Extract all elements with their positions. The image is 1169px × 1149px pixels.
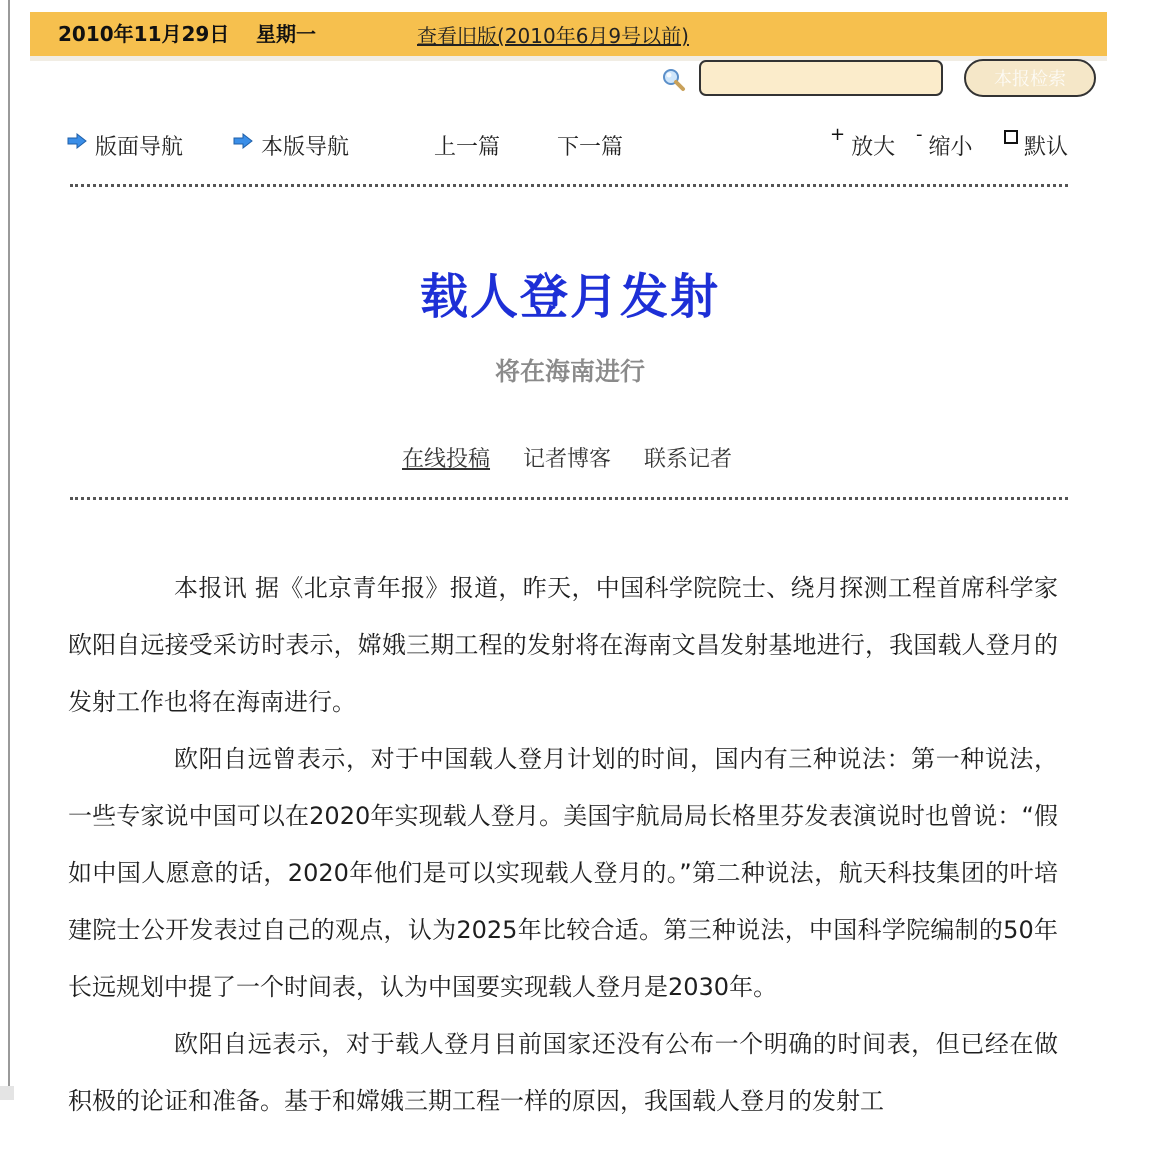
reporter-blog-link[interactable]: 记者博客 [523,447,612,472]
article-body [68,560,1058,1130]
layout-nav-link[interactable] [67,130,183,161]
page-nav-link[interactable] [233,130,349,161]
plus-icon: + [830,124,846,145]
header-bar [30,12,1107,61]
old-version-link[interactable]: 查看旧版(2010年6月9号以前) [417,24,689,48]
article-paragraph: 本报讯 据《北京青年报》报道，昨天，中国科学院院士、绕月探测工程首席科学家欧阳自远接受采访时表示，嫦娥三期工程的发射将在海南文昌发射基地进行，我国载人登月的发射工作也将在海南进行。 [68,574,1058,716]
article-subtitle: 将在海南进行 [494,357,645,386]
page-left-border [8,0,10,1086]
divider [70,184,1068,187]
zoom-in-label: 放大 [851,135,896,160]
header-weekday: 星期一 [256,22,316,46]
zoom-out-button[interactable] [916,124,973,161]
submit-online-link[interactable]: 在线投稿 [402,447,491,472]
arrow-right-icon [67,133,87,149]
contact-reporter-link[interactable]: 联系记者 [644,447,733,472]
default-size-label: 默认 [1024,135,1069,160]
search-button[interactable]: 本报检索 [964,59,1096,97]
layout-nav-label: 版面导航 [95,135,184,160]
article-paragraph: 欧阳自远表示，对于载人登月目前国家还没有公布一个明确的时间表，但已经在做积极的论证和准备。基于和嫦娥三期工程一样的原因，我国载人登月的发射工 [68,1030,1058,1115]
search-input[interactable] [699,60,943,96]
page-nav-label: 本版导航 [261,135,350,160]
prev-article-link[interactable]: 上一篇 [434,135,501,160]
default-size-button[interactable] [1004,130,1068,161]
divider [70,497,1068,500]
zoom-out-label: 缩小 [928,135,973,160]
search-icon [660,66,686,92]
arrow-right-icon [233,133,253,149]
square-icon [1004,130,1018,144]
zoom-in-button[interactable] [830,124,896,161]
minus-icon: - [916,124,923,145]
article-paragraph: 欧阳自远曾表示，对于中国载人登月计划的时间，国内有三种说法：第一种说法，一些专家说中国可以在2020年实现载人登月。美国宇航局局长格里芬发表演说时也曾说：“假如中国人愿意的话，2020年他们是可以实现载人登月的。”第二种说法，航天科技集团的叶培建院士公开发表过自己的观点，认为2025年比较合适。第三种说法，中国科学院编制的50年长远规划中提了一个时间表，认为中国要实现载人登月是2030年。 [68,745,1058,1001]
page-corner-shadow [0,1086,14,1100]
article-title: 载人登月发射 [419,269,720,325]
next-article-link[interactable]: 下一篇 [557,135,624,160]
header-date: 2010年11月29日 [58,22,230,46]
